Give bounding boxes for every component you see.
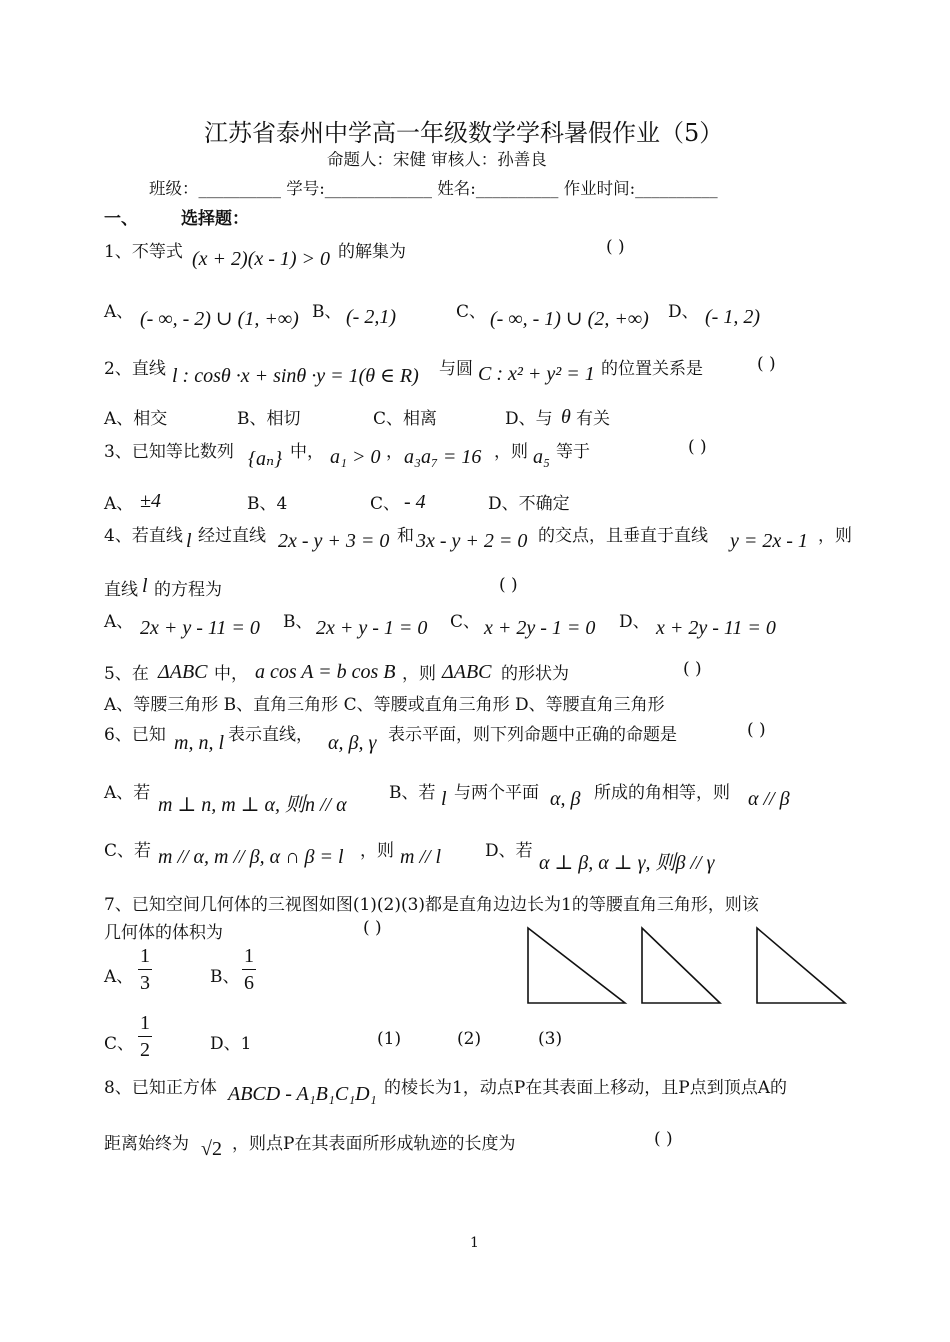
q6-stem-pre: 6、已知 — [104, 725, 166, 745]
q5-stem-pre: 5、在 — [104, 664, 149, 684]
view-figure-3 — [755, 926, 849, 1006]
q4-math-l: l — [186, 530, 192, 552]
q8-answer-paren: ( ) — [654, 1129, 673, 1149]
q3-math-a5: a₅ — [533, 446, 550, 468]
q6-option-d-math: α ⊥ β, α ⊥ γ, 则β // γ — [539, 852, 715, 874]
q5-math-condition: a cos A = b cos B — [255, 661, 396, 683]
q2-math-line: l : cosθ ·x + sinθ ·y = 1(θ ∈ R) — [172, 365, 419, 387]
q6-stem-t1: 表示直线， — [228, 725, 313, 745]
q7-option-b-label: B、 — [210, 967, 240, 987]
q1-option-b: (- 2,1) — [346, 306, 396, 328]
figure-label-2: (2) — [457, 1029, 482, 1049]
q3-option-b: B、4 — [247, 494, 288, 514]
q4-stem-t2: 和 — [397, 526, 414, 546]
q6-option-c-label: C、若 — [104, 841, 152, 861]
q6-stem-post: 表示平面，则下列命题中正确的命题是 — [388, 725, 677, 745]
q2-stem-pre: 2、直线 — [104, 359, 166, 379]
q7-option-a-denominator: 3 — [140, 972, 150, 994]
right-triangle-1 — [528, 928, 625, 1003]
q6-option-b-math2: α, β — [550, 788, 581, 810]
q4-math-line3: y = 2x - 1 — [730, 530, 808, 552]
q4-stem-t3: 的交点，且垂直于直线 — [538, 526, 708, 546]
section-title: 选择题： — [181, 209, 249, 229]
q3-option-c-label: C、 — [370, 494, 401, 514]
q1-answer-paren: ( ) — [606, 237, 625, 257]
q3-option-c: - 4 — [404, 491, 426, 513]
q3-math-a1: a₁ > 0 — [330, 446, 381, 468]
q7-option-b-denominator: 6 — [244, 972, 254, 994]
section-number: 一、 — [104, 209, 138, 229]
q2-option-a: A、相交 — [104, 409, 168, 429]
q5-math-triangle2: ΔABC — [442, 661, 492, 683]
q8-stem-pre: 8、已知正方体 — [104, 1078, 217, 1098]
q4-option-a: 2x + y - 11 = 0 — [140, 617, 260, 639]
q8-line2-post: ，则点P在其表面所形成轨迹的长度为 — [232, 1134, 516, 1154]
q4-option-b: 2x + y - 1 = 0 — [316, 617, 428, 639]
q3-math-product: a₃a₇ = 16 — [404, 446, 482, 468]
q7-option-c-fraction — [138, 1012, 152, 1061]
fraction-bar — [138, 1036, 152, 1037]
q1-option-a: (- ∞, - 2) ∪ (1, +∞) — [140, 308, 299, 330]
q3-stem-t3: ，则 — [494, 442, 528, 462]
q4-line2-pre: 直线 — [104, 580, 138, 600]
q7-option-c-numerator: 1 — [140, 1012, 150, 1034]
q1-math: (x + 2)(x - 1) > 0 — [192, 248, 331, 270]
q2-option-d-math: θ — [561, 406, 571, 428]
q8-math-cube: ABCD - A₁B₁C₁D₁ — [228, 1083, 377, 1105]
q6-math-lines: m, n, l — [174, 732, 224, 754]
figure-label-3: (3) — [538, 1029, 563, 1049]
page-number: 1 — [470, 1235, 479, 1251]
student-info-fields: 班级：__________ 学号:_____________ 姓名:__________ 作业时间:__________ — [149, 179, 718, 198]
q4-option-c-label: C、 — [450, 612, 481, 632]
view-figure-2 — [640, 926, 724, 1006]
view-figure-1 — [526, 926, 630, 1006]
q3-stem-pre: 3、已知等比数列 — [104, 442, 234, 462]
q1-option-d-label: D、 — [668, 302, 699, 322]
fraction-bar — [138, 969, 152, 970]
q3-option-a-label: A、 — [104, 494, 134, 514]
q8-stem-post: 的棱长为1，动点P在其表面上移动，且P点到顶点A的 — [384, 1078, 787, 1098]
q2-option-b: B、相切 — [237, 409, 301, 429]
q6-answer-paren: ( ) — [747, 720, 766, 740]
q6-option-a-label: A、若 — [104, 783, 151, 803]
q5-math-triangle: ΔABC — [158, 661, 208, 683]
q4-stem-t1: 经过直线 — [198, 526, 266, 546]
q8-line2-pre: 距离始终为 — [104, 1134, 189, 1154]
right-triangle-3 — [757, 928, 845, 1003]
q2-option-d-post: 有关 — [576, 409, 610, 429]
q2-option-c: C、相离 — [373, 409, 438, 429]
q4-line2-post: 的方程为 — [154, 580, 222, 600]
q6-option-b-math1: l — [441, 788, 447, 810]
q4-math-line1: 2x - y + 3 = 0 — [278, 530, 390, 552]
q3-option-a: ±4 — [140, 490, 161, 512]
q7-option-d: D、1 — [210, 1034, 252, 1054]
q6-math-planes: α, β, γ — [328, 732, 377, 754]
q1-option-c: (- ∞, - 1) ∪ (2, +∞) — [490, 308, 649, 330]
q5-stem-t1: 中， — [214, 664, 248, 684]
q4-line2-math: l — [142, 575, 148, 597]
right-triangle-2 — [642, 928, 720, 1003]
q1-option-d: (- 1, 2) — [705, 306, 760, 328]
q7-option-c-label: C、 — [104, 1034, 135, 1054]
q7-answer-paren: ( ) — [363, 918, 382, 938]
q1-stem-pre: 1、不等式 — [104, 242, 183, 262]
q6-option-c-math: m // α, m // β, α ∩ β = l — [158, 846, 344, 868]
q4-option-d: x + 2y - 11 = 0 — [656, 617, 776, 639]
figure-label-1: (1) — [377, 1029, 402, 1049]
q1-option-c-label: C、 — [456, 302, 487, 322]
q5-stem-t2: ，则 — [402, 664, 436, 684]
q5-answer-paren: ( ) — [683, 659, 702, 679]
q4-stem-pre: 4、若直线 — [104, 526, 183, 546]
q4-option-a-label: A、 — [104, 612, 134, 632]
q7-option-b-numerator: 1 — [244, 945, 254, 967]
q3-answer-paren: ( ) — [688, 437, 707, 457]
q1-option-a-label: A、 — [104, 302, 134, 322]
q2-math-circle: C : x² + y² = 1 — [478, 363, 595, 385]
q3-stem-t2: ， — [386, 442, 403, 462]
q2-stem-post: 的位置关系是 — [601, 359, 703, 379]
q8-line2-math: √2 — [201, 1138, 222, 1160]
q1-option-b-label: B、 — [312, 302, 342, 322]
q4-option-d-label: D、 — [619, 612, 650, 632]
q3-stem-post: 等于 — [556, 442, 590, 462]
q2-stem-mid: 与圆 — [439, 359, 473, 379]
q3-option-d: D、不确定 — [488, 494, 570, 514]
q1-stem-post: 的解集为 — [338, 242, 406, 262]
q4-answer-paren: ( ) — [499, 575, 518, 595]
q4-option-c: x + 2y - 1 = 0 — [484, 617, 596, 639]
q4-stem-t4: ，则 — [818, 526, 852, 546]
authors-line: 命题人：宋健 审核人：孙善良 — [327, 150, 547, 169]
q6-option-b-text: 与两个平面 — [454, 783, 539, 803]
q3-math-sequence: {aₙ} — [248, 448, 283, 470]
q6-option-b-text2: 所成的角相等，则 — [594, 783, 730, 803]
q7-option-b-fraction — [242, 945, 256, 994]
q7-stem-line1: 7、已知空间几何体的三视图如图(1)(2)(3)都是直角边边长为1的等腰直角三角形，则该 — [104, 895, 759, 915]
q4-option-b-label: B、 — [283, 612, 313, 632]
q6-option-a-math: m ⊥ n, m ⊥ α, 则n // α — [158, 794, 347, 816]
q6-option-c-text: ，则 — [360, 841, 394, 861]
q2-answer-paren: ( ) — [757, 354, 776, 374]
q6-option-c-math2: m // l — [400, 846, 442, 868]
page-title: 江苏省泰州中学高一年级数学学科暑假作业（5） — [204, 119, 724, 147]
q6-option-b-math3: α // β — [748, 788, 790, 810]
q3-stem-t1: 中， — [290, 442, 324, 462]
q4-math-line2: 3x - y + 2 = 0 — [416, 530, 528, 552]
q6-option-b-label: B、若 — [389, 783, 436, 803]
q7-option-a-numerator: 1 — [140, 945, 150, 967]
fraction-bar — [242, 969, 256, 970]
q7-option-c-denominator: 2 — [140, 1039, 150, 1061]
q7-stem-line2: 几何体的体积为 — [104, 923, 223, 943]
q2-option-d-label: D、与 — [505, 409, 553, 429]
q7-option-a-fraction — [138, 945, 152, 994]
q6-option-d-label: D、若 — [485, 841, 533, 861]
q5-stem-post: 的形状为 — [501, 664, 569, 684]
q7-option-a-label: A、 — [104, 967, 134, 987]
q5-options: A、等腰三角形 B、直角三角形 C、等腰或直角三角形 D、等腰直角三角形 — [104, 695, 665, 715]
